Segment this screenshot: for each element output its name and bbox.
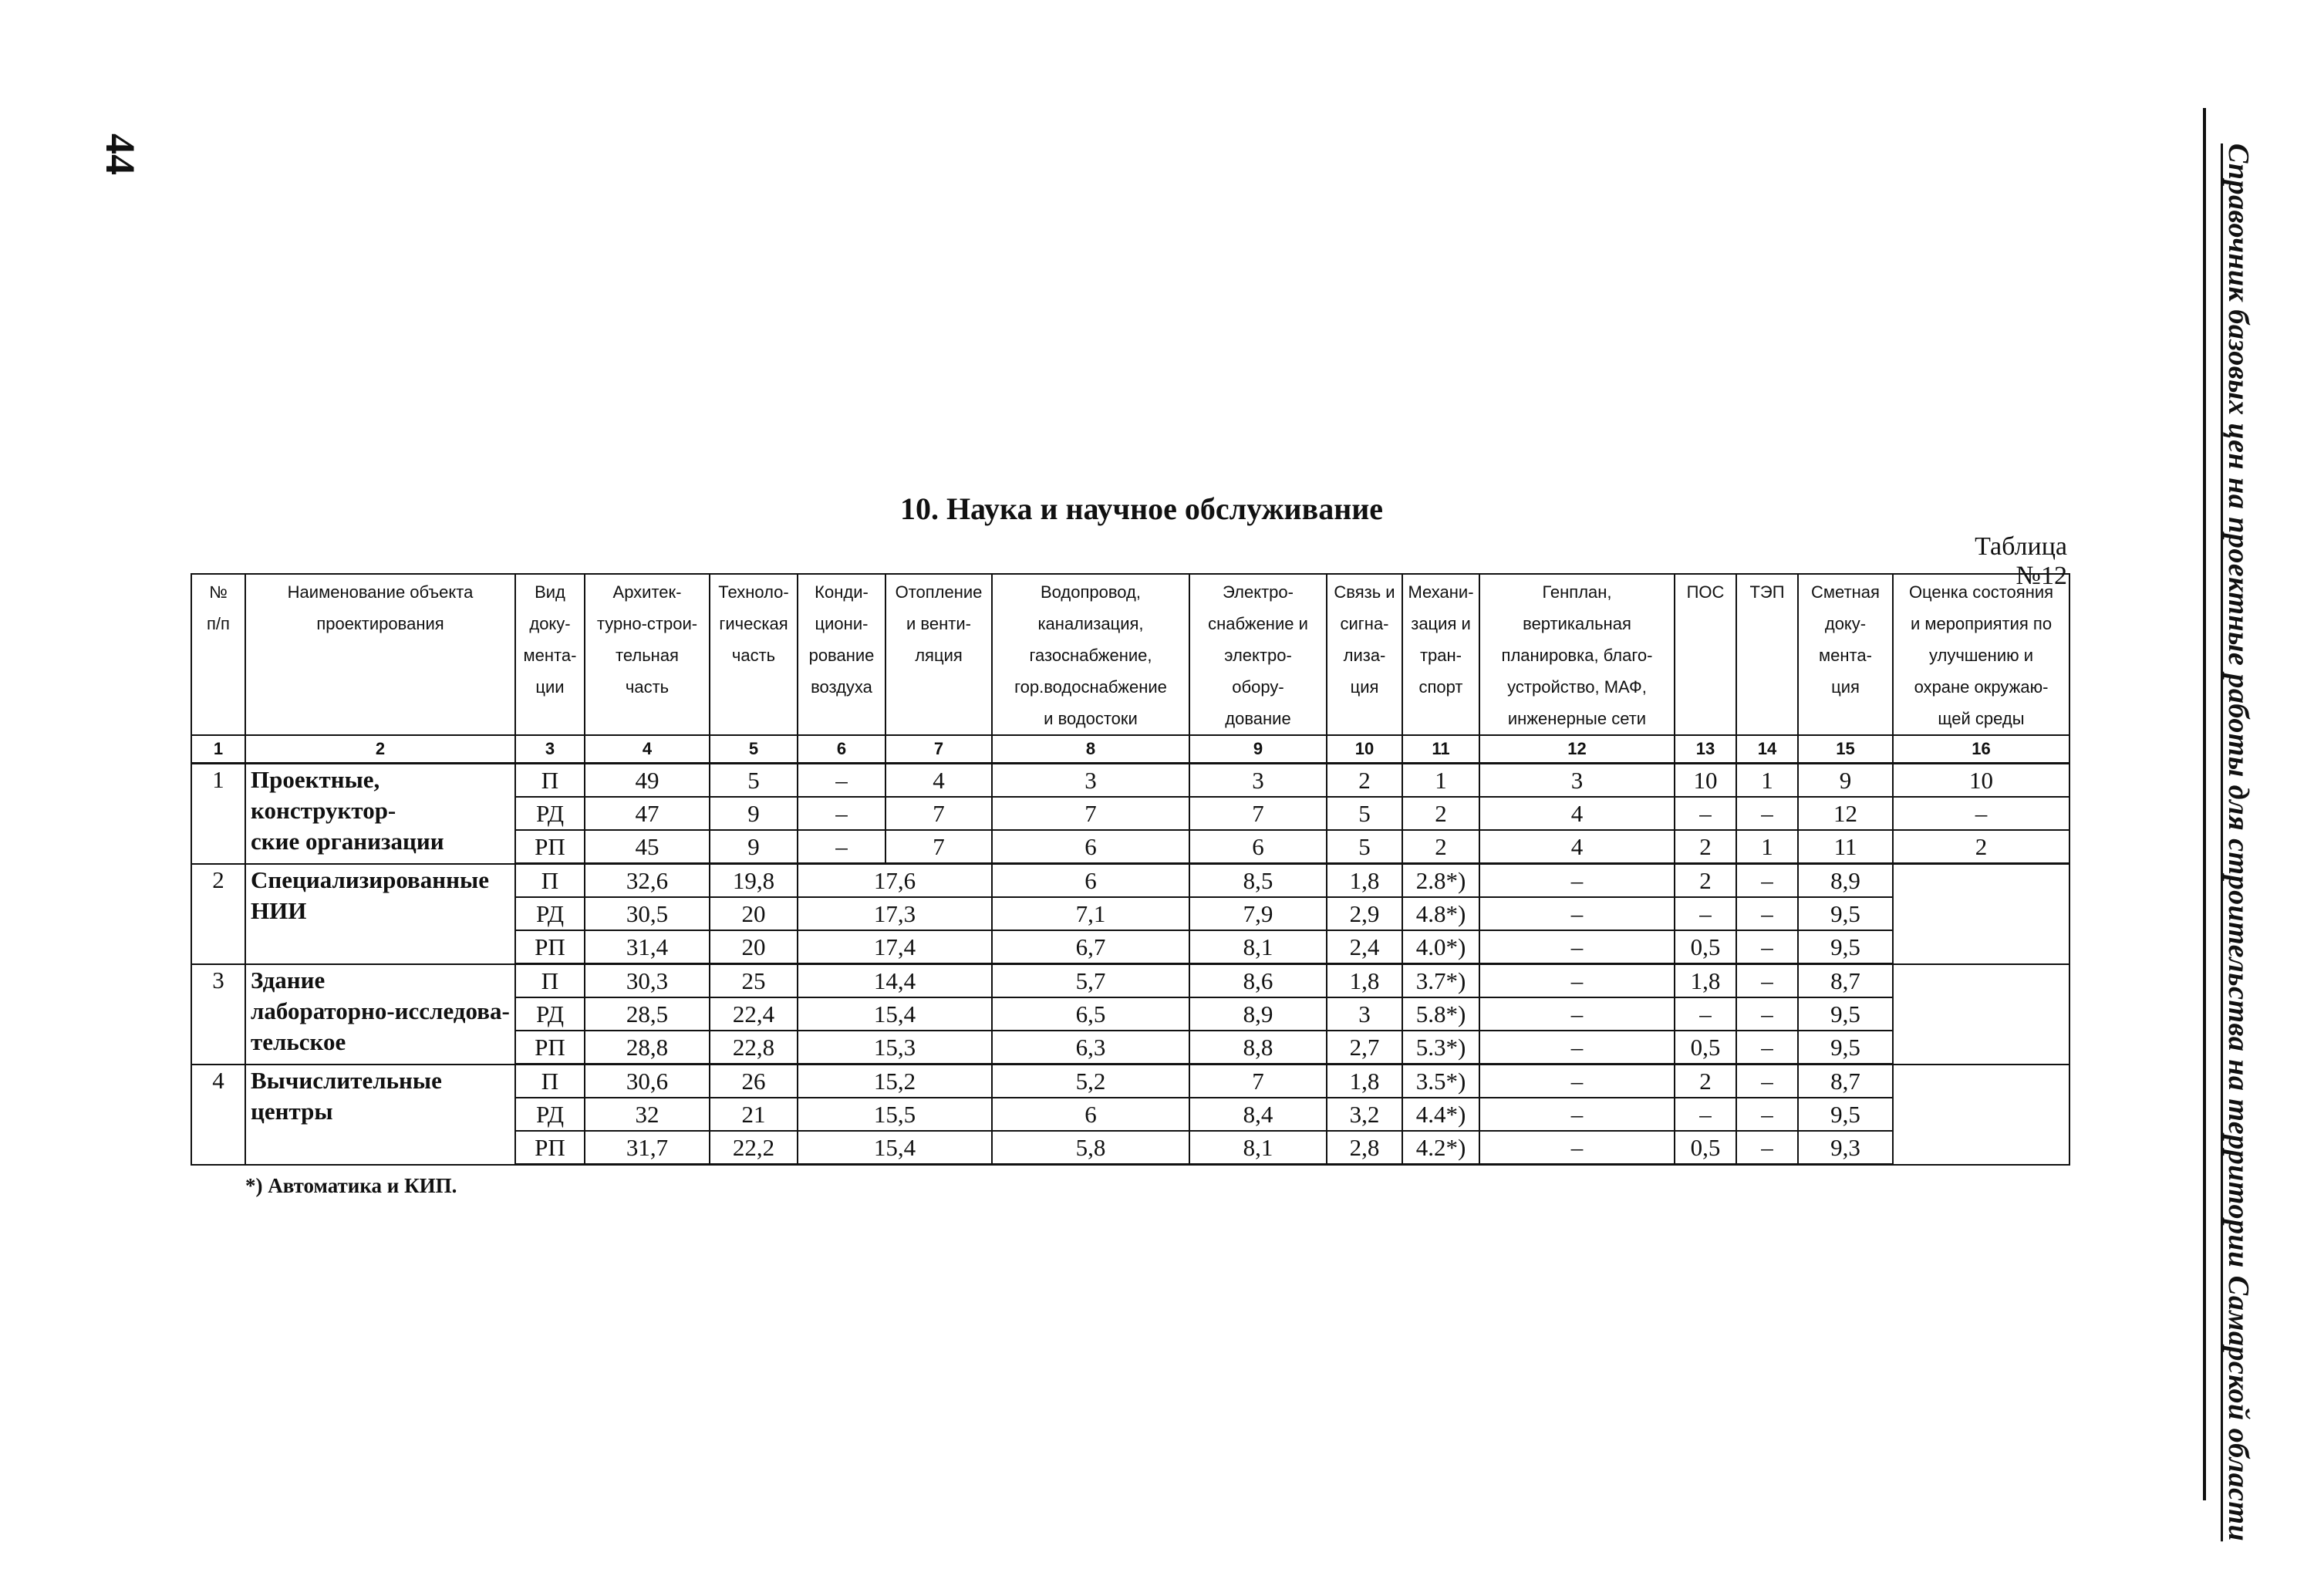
header-cell-6 — [798, 574, 885, 735]
header-text: Архитек- — [612, 582, 682, 602]
tep-value: 1 — [1736, 830, 1798, 864]
header-text: проектирования — [316, 614, 444, 633]
column-number-15: 15 — [1798, 735, 1893, 764]
header-cell-9 — [1189, 574, 1327, 735]
mechanization-value: 2 — [1402, 797, 1479, 830]
signal-value: 5 — [1327, 797, 1402, 830]
column-number-6: 6 — [798, 735, 885, 764]
electric-value: 8,9 — [1189, 997, 1327, 1031]
header-text: гор.водоснабжение — [1014, 677, 1167, 697]
header-text: Оценка состояния — [1908, 582, 2054, 602]
header-text: Конди- — [815, 582, 869, 602]
header-text: Отопление — [895, 582, 983, 602]
estimate-value: 8,9 — [1798, 864, 1893, 898]
header-cell-15 — [1798, 574, 1893, 735]
header-cell-14 — [1736, 574, 1798, 735]
tep-value: – — [1736, 1131, 1798, 1165]
ac-heating-value: 17,3 — [798, 897, 992, 930]
header-text: мента- — [1819, 646, 1872, 665]
footnote: *) Автоматика и КИП. — [245, 1174, 457, 1197]
environment-value — [1893, 964, 2069, 1065]
ac-heating-value: 17,4 — [798, 930, 992, 964]
air-conditioning-value: – — [798, 830, 885, 864]
genplan-value: – — [1479, 997, 1675, 1031]
architecture-value: 31,4 — [585, 930, 710, 964]
pos-value: – — [1675, 897, 1736, 930]
tep-value: 1 — [1736, 764, 1798, 798]
tep-value: – — [1736, 864, 1798, 898]
header-cell-16 — [1893, 574, 2069, 735]
header-text: и водостоки — [1044, 709, 1138, 728]
column-number-16: 16 — [1893, 735, 2069, 764]
header-text: Водопровод, — [1040, 582, 1142, 602]
section-title: 10. Наука и научное обслуживание — [899, 491, 1384, 526]
doc-type: РП — [515, 830, 585, 864]
table-row — [191, 964, 2069, 998]
ac-heating-value: 15,4 — [798, 1131, 992, 1165]
genplan-value: – — [1479, 1065, 1675, 1098]
object-name — [245, 964, 515, 1065]
header-text: турно-строи- — [596, 614, 698, 633]
tep-value: – — [1736, 930, 1798, 964]
table-header-row — [191, 574, 2069, 735]
header-text: Наименование объекта — [287, 582, 474, 602]
row-index: 2 — [191, 864, 245, 964]
table-row — [191, 864, 2069, 898]
pos-value: 2 — [1675, 830, 1736, 864]
genplan-value: – — [1479, 1031, 1675, 1065]
doc-type: РП — [515, 930, 585, 964]
water-value: 7,1 — [992, 897, 1189, 930]
electric-value: 8,4 — [1189, 1098, 1327, 1131]
header-cell-4 — [585, 574, 710, 735]
header-text: планировка, благо- — [1501, 646, 1653, 665]
water-value: 5,7 — [992, 964, 1189, 998]
header-text: инженерные сети — [1507, 709, 1647, 728]
estimate-value: 8,7 — [1798, 964, 1893, 998]
column-number-3: 3 — [515, 735, 585, 764]
header-text: циони- — [815, 614, 869, 633]
header-text: ции — [535, 677, 565, 697]
signal-value: 1,8 — [1327, 1065, 1402, 1098]
mechanization-value: 4.8*) — [1402, 897, 1479, 930]
column-number-13: 13 — [1675, 735, 1736, 764]
water-value: 6 — [992, 830, 1189, 864]
tep-value: – — [1736, 964, 1798, 998]
pos-value: 0,5 — [1675, 930, 1736, 964]
header-text: ция — [1831, 677, 1860, 697]
signal-value: 2,7 — [1327, 1031, 1402, 1065]
electric-value: 7,9 — [1189, 897, 1327, 930]
header-text: Электро- — [1223, 582, 1294, 602]
header-text: рование — [808, 646, 875, 665]
column-number-11: 11 — [1402, 735, 1479, 764]
signal-value: 3,2 — [1327, 1098, 1402, 1131]
header-cell-10 — [1327, 574, 1402, 735]
header-cell-11 — [1402, 574, 1479, 735]
object-name — [245, 764, 515, 864]
architecture-value: 30,6 — [585, 1065, 710, 1098]
water-value: 5,2 — [992, 1065, 1189, 1098]
header-text: Генплан, — [1542, 582, 1612, 602]
signal-value: 3 — [1327, 997, 1402, 1031]
doc-type: РД — [515, 897, 585, 930]
header-text: газоснабжение, — [1029, 646, 1152, 665]
pos-value: 0,5 — [1675, 1031, 1736, 1065]
object-name-line: лабораторно-исследова- — [251, 997, 510, 1024]
header-text: часть — [731, 646, 776, 665]
pos-value: – — [1675, 997, 1736, 1031]
environment-value — [1893, 864, 2069, 964]
electric-value: 3 — [1189, 764, 1327, 798]
genplan-value: 4 — [1479, 830, 1675, 864]
pos-value: 2 — [1675, 1065, 1736, 1098]
header-cell-7 — [885, 574, 992, 735]
header-text: ТЭП — [1749, 582, 1785, 602]
object-name-line: Специализированные — [251, 865, 489, 893]
header-cell-5 — [710, 574, 798, 735]
genplan-value: – — [1479, 897, 1675, 930]
air-conditioning-value: – — [798, 797, 885, 830]
header-text: Механи- — [1408, 582, 1474, 602]
doc-type: П — [515, 864, 585, 898]
row-index: 3 — [191, 964, 245, 1065]
heating-value: 4 — [885, 764, 992, 798]
genplan-value: – — [1479, 964, 1675, 998]
technology-value: 20 — [710, 930, 798, 964]
genplan-value: 3 — [1479, 764, 1675, 798]
column-number-10: 10 — [1327, 735, 1402, 764]
column-number-5: 5 — [710, 735, 798, 764]
price-table — [191, 573, 2070, 1166]
header-text: ПОС — [1686, 582, 1725, 602]
electric-value: 8,8 — [1189, 1031, 1327, 1065]
estimate-value: 9,5 — [1798, 1098, 1893, 1131]
estimate-value: 9,5 — [1798, 897, 1893, 930]
estimate-value: 11 — [1798, 830, 1893, 864]
heating-value: 7 — [885, 797, 992, 830]
side-running-title: Справочник базовых цен на проектные работы для строительства на территории Самарской области — [2222, 143, 2255, 1542]
doc-type: РД — [515, 997, 585, 1031]
header-text: гическая — [719, 614, 788, 633]
header-text: тран- — [1419, 646, 1462, 665]
header-text: канализация, — [1037, 614, 1144, 633]
architecture-value: 30,3 — [585, 964, 710, 998]
mechanization-value: 4.4*) — [1402, 1098, 1479, 1131]
environment-value — [1893, 1065, 2069, 1165]
electric-value: 6 — [1189, 830, 1327, 864]
doc-type: РД — [515, 1098, 585, 1131]
header-text: тельная — [616, 646, 679, 665]
pos-value: 1,8 — [1675, 964, 1736, 998]
environment-value: 10 — [1893, 764, 2069, 798]
header-cell-13 — [1675, 574, 1736, 735]
estimate-value: 8,7 — [1798, 1065, 1893, 1098]
ac-heating-value: 15,5 — [798, 1098, 992, 1131]
technology-value: 21 — [710, 1098, 798, 1131]
electric-value: 8,1 — [1189, 930, 1327, 964]
signal-value: 2 — [1327, 764, 1402, 798]
object-name-line: Здание — [251, 966, 326, 994]
architecture-value: 32,6 — [585, 864, 710, 898]
header-text: сигна- — [1340, 614, 1389, 633]
signal-value: 1,8 — [1327, 964, 1402, 998]
water-value: 7 — [992, 797, 1189, 830]
architecture-value: 30,5 — [585, 897, 710, 930]
header-cell-3 — [515, 574, 585, 735]
genplan-value: – — [1479, 930, 1675, 964]
tep-value: – — [1736, 797, 1798, 830]
ac-heating-value: 15,2 — [798, 1065, 992, 1098]
architecture-value: 31,7 — [585, 1131, 710, 1165]
header-text: лиза- — [1343, 646, 1386, 665]
ac-heating-value: 14,4 — [798, 964, 992, 998]
header-text: и венти- — [906, 614, 971, 633]
estimate-value: 9,5 — [1798, 997, 1893, 1031]
header-cell-1 — [191, 574, 245, 735]
column-number-9: 9 — [1189, 735, 1327, 764]
tep-value: – — [1736, 997, 1798, 1031]
water-value: 6,5 — [992, 997, 1189, 1031]
architecture-value: 28,5 — [585, 997, 710, 1031]
tep-value: – — [1736, 1098, 1798, 1131]
header-text: № — [209, 582, 228, 602]
column-number-14: 14 — [1736, 735, 1798, 764]
signal-value: 2,9 — [1327, 897, 1402, 930]
architecture-value: 45 — [585, 830, 710, 864]
mechanization-value: 3.5*) — [1402, 1065, 1479, 1098]
architecture-value: 28,8 — [585, 1031, 710, 1065]
technology-value: 22,8 — [710, 1031, 798, 1065]
genplan-value: – — [1479, 1131, 1675, 1165]
header-text: доку- — [1824, 614, 1867, 633]
side-rule — [2203, 108, 2206, 1500]
column-number-7: 7 — [885, 735, 992, 764]
mechanization-value: 4.0*) — [1402, 930, 1479, 964]
column-number-row — [191, 735, 2069, 764]
object-name — [245, 1065, 515, 1165]
header-text: улучшению и — [1928, 646, 2034, 665]
object-name-line: НИИ — [251, 896, 307, 924]
header-text: устройство, МАФ, — [1507, 677, 1647, 697]
pos-value: 0,5 — [1675, 1131, 1736, 1165]
water-value: 6,3 — [992, 1031, 1189, 1065]
header-cell-2 — [245, 574, 515, 735]
architecture-value: 32 — [585, 1098, 710, 1131]
column-number-4: 4 — [585, 735, 710, 764]
header-text: мента- — [523, 646, 577, 665]
header-text: ция — [1350, 677, 1379, 697]
architecture-value: 49 — [585, 764, 710, 798]
mechanization-value: 3.7*) — [1402, 964, 1479, 998]
header-cell-8 — [992, 574, 1189, 735]
ac-heating-value: 15,3 — [798, 1031, 992, 1065]
signal-value: 5 — [1327, 830, 1402, 864]
environment-value: – — [1893, 797, 2069, 830]
mechanization-value: 5.3*) — [1402, 1031, 1479, 1065]
header-text: обору- — [1232, 677, 1284, 697]
table-row — [191, 1065, 2069, 1098]
water-value: 3 — [992, 764, 1189, 798]
tep-value: – — [1736, 1065, 1798, 1098]
technology-value: 9 — [710, 797, 798, 830]
electric-value: 7 — [1189, 1065, 1327, 1098]
technology-value: 22,4 — [710, 997, 798, 1031]
genplan-value: – — [1479, 864, 1675, 898]
pos-value: – — [1675, 1098, 1736, 1131]
technology-value: 19,8 — [710, 864, 798, 898]
electric-value: 8,5 — [1189, 864, 1327, 898]
water-value: 6 — [992, 864, 1189, 898]
electric-value: 8,1 — [1189, 1131, 1327, 1165]
header-text: и мероприятия по — [1910, 614, 2053, 633]
header-text: дование — [1225, 709, 1291, 728]
estimate-value: 9,5 — [1798, 1031, 1893, 1065]
estimate-value: 9,5 — [1798, 930, 1893, 964]
object-name-line: ские организации — [251, 828, 444, 855]
header-text: спорт — [1418, 677, 1463, 697]
electric-value: 8,6 — [1189, 964, 1327, 998]
environment-value: 2 — [1893, 830, 2069, 864]
header-text: ляция — [915, 646, 963, 665]
object-name-line: Вычислительные — [251, 1066, 442, 1094]
estimate-value: 12 — [1798, 797, 1893, 830]
page-number: 44 — [97, 133, 143, 175]
column-number-2: 2 — [245, 735, 515, 764]
table-row — [191, 764, 2069, 798]
technology-value: 22,2 — [710, 1131, 798, 1165]
genplan-value: 4 — [1479, 797, 1675, 830]
table-label: Таблица №12 — [1975, 532, 2067, 590]
technology-value: 26 — [710, 1065, 798, 1098]
ac-heating-value: 17,6 — [798, 864, 992, 898]
air-conditioning-value: – — [798, 764, 885, 798]
water-value: 6,7 — [992, 930, 1189, 964]
header-text: п/п — [207, 614, 230, 633]
object-name — [245, 864, 515, 964]
doc-type: П — [515, 1065, 585, 1098]
header-text: вертикальная — [1523, 614, 1631, 633]
doc-type: РП — [515, 1031, 585, 1065]
water-value: 5,8 — [992, 1131, 1189, 1165]
estimate-value: 9,3 — [1798, 1131, 1893, 1165]
technology-value: 20 — [710, 897, 798, 930]
pos-value: 2 — [1675, 864, 1736, 898]
architecture-value: 47 — [585, 797, 710, 830]
header-text: часть — [625, 677, 670, 697]
object-name-line: тельское — [251, 1027, 346, 1055]
mechanization-value: 2.8*) — [1402, 864, 1479, 898]
technology-value: 25 — [710, 964, 798, 998]
pos-value: – — [1675, 797, 1736, 830]
electric-value: 7 — [1189, 797, 1327, 830]
header-cell-12 — [1479, 574, 1675, 735]
water-value: 6 — [992, 1098, 1189, 1131]
estimate-value: 9 — [1798, 764, 1893, 798]
header-text: доку- — [529, 614, 571, 633]
column-number-8: 8 — [992, 735, 1189, 764]
mechanization-value: 5.8*) — [1402, 997, 1479, 1031]
header-text: Техноло- — [718, 582, 789, 602]
mechanization-value: 2 — [1402, 830, 1479, 864]
technology-value: 9 — [710, 830, 798, 864]
header-text: Вид — [535, 582, 565, 602]
doc-type: РП — [515, 1131, 585, 1165]
tep-value: – — [1736, 897, 1798, 930]
column-number-12: 12 — [1479, 735, 1675, 764]
header-text: электро- — [1224, 646, 1292, 665]
tep-value: – — [1736, 1031, 1798, 1065]
signal-value: 2,4 — [1327, 930, 1402, 964]
header-text: снабжение и — [1208, 614, 1308, 633]
object-name-line: центры — [251, 1097, 333, 1125]
header-text: Сметная — [1811, 582, 1880, 602]
mechanization-value: 4.2*) — [1402, 1131, 1479, 1165]
pos-value: 10 — [1675, 764, 1736, 798]
header-text: воздуха — [811, 677, 872, 697]
technology-value: 5 — [710, 764, 798, 798]
heating-value: 7 — [885, 830, 992, 864]
header-text: охране окружаю- — [1914, 677, 2049, 697]
signal-value: 1,8 — [1327, 864, 1402, 898]
ac-heating-value: 15,4 — [798, 997, 992, 1031]
signal-value: 2,8 — [1327, 1131, 1402, 1165]
doc-type: П — [515, 964, 585, 998]
genplan-value: – — [1479, 1098, 1675, 1131]
header-text: Связь и — [1334, 582, 1395, 602]
column-number-1: 1 — [191, 735, 245, 764]
doc-type: П — [515, 764, 585, 798]
header-text: щей среды — [1938, 709, 2025, 728]
header-text: зация и — [1411, 614, 1471, 633]
row-index: 4 — [191, 1065, 245, 1165]
row-index: 1 — [191, 764, 245, 864]
mechanization-value: 1 — [1402, 764, 1479, 798]
doc-type: РД — [515, 797, 585, 830]
object-name-line: Проектные, конструктор- — [251, 766, 396, 824]
